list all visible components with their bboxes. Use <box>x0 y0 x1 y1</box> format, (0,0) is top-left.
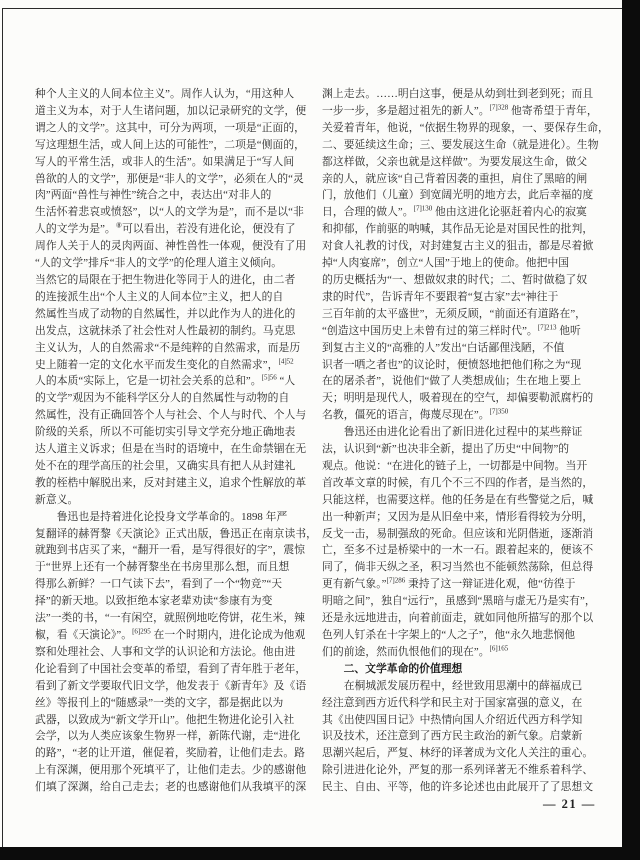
text-line: 只能这样，也需要这样。他的任务是在有些警觉之后，喊 <box>322 493 594 506</box>
text-line: “创造这中国历史上未曾有过的第三样时代”。$^{[7]213}$ 他听 <box>322 323 581 337</box>
text-line: 化论看到了中国社会变革的希望，看到了青年胜于老年， <box>35 662 307 675</box>
text-line: 同了，倘非天纵之圣，积习当然也不能顿然荡除，但总得 <box>322 561 594 574</box>
text-line: 出发点，这就抹杀了社会性对人性最初的制约。马克思 <box>35 324 296 337</box>
scan-border-bottom <box>0 847 640 860</box>
citation-superscript: [7]130 <box>413 204 433 213</box>
text-line: 兽欲的人的文学”，那便是“非人的文学”，必须在人的“灵 <box>35 172 304 185</box>
text-line: 的连接派生出“个人主义的人间本位”主义，把人的自 <box>35 290 284 303</box>
text-line: 的文学”观因为不能科学区分人的自然属性与动物的自 <box>35 392 290 405</box>
text-line: 首改革文章的时候，有几个不三不四的作者，是当然的， <box>322 476 594 489</box>
text-line: 一步一步，多是超过祖先的新人”。$^{[7]328}$ 他寄希望于青年， <box>322 103 598 117</box>
text-line: “人的文学”排斥“非人的文学”的伦理人道主义倾向。 <box>35 257 283 270</box>
text-line: 椒，看《天演论》”。$^{[6]295}$ 在一个时期内，进化论成为他观 <box>35 627 306 641</box>
text-line: 识者一哂之者也”的议论时，便愤怒地把他们称之为“现 <box>322 358 582 371</box>
text-line: 和抑郁，作前驱的呐喊，其作品无论是对国民性的批判， <box>322 223 594 236</box>
text-line: 识及技术，还注意到了西方民主政治的新气象。启蒙新 <box>322 730 583 743</box>
text-line: 于“世界上还有一个赫胥黎坐在书房里那么想，而且想 <box>35 561 290 574</box>
page-number: — 21 — <box>543 797 596 811</box>
text-line: 其《出使四国日记》中热情向国人介绍近代西方科学知 <box>322 713 583 726</box>
text-line: 明暗之间”，独自“远行”，虽感到“黑暗与虚无乃是实有”， <box>322 595 596 608</box>
text-line: 还是永远地进击，向着前面走，就如同他所描写的那个以 <box>322 612 594 625</box>
text-line: 达人道主义诉求；但是在当时的语境中，在生命禁锢在无 <box>35 443 307 456</box>
citation-superscript: [7]213 <box>537 323 557 332</box>
text-line: 择”的新天地。以致拒绝本家老辈劝读“参康有为变 <box>35 595 273 608</box>
text-line: 会学，以为人类应该象生物界一样，新陈代谢，走“进化 <box>35 730 301 743</box>
text-line: 在桐城派发展历程中，经世致用思潮中的薛福成已 <box>322 679 583 692</box>
text-line: 谓之人的文学”。这其中，可分为两项，一项是“正面的， <box>35 121 306 134</box>
citation-superscript: [7]328 <box>489 103 509 112</box>
text-line: 写人的平常生活，或非人的生活”。如果满足于“写人间 <box>35 155 295 168</box>
text-line: 然属性当成了动物的自然属性，并以此作为人的进化的 <box>35 307 296 320</box>
text-line: 观点。他说：“在进化的链子上，一切都是中间物。当开 <box>322 459 588 472</box>
citation-superscript: [6]165 <box>489 644 509 653</box>
text-line: 掉“人肉宴席”，创立“人国”于地上的使命。他把中国 <box>322 257 570 270</box>
text-line: 对食人礼教的讨伐，对封建复古主义的狙击，都是尽着掀 <box>322 240 594 253</box>
text-line: 人的本质“实际上，它是一切社会关系的总和”。$^{[5]56}$ “人 <box>35 373 296 388</box>
text-line: 二、要延续这生命；三、要发展这生命（就是进化）。生物 <box>322 138 599 151</box>
text-line: 天；明明是现代人，吸着现在的空气，却偏要勒派腐朽的 <box>322 392 594 405</box>
text-line: 周作人关于人的灵肉两面、神性兽性一体观，便没有了用 <box>35 240 307 253</box>
text-line: 民主、自由、平等，他的许多论述也由此展开了了思想文 <box>322 781 594 794</box>
text-line: 然属性，没有正确回答个人与社会、个人与时代、个人与 <box>35 409 307 422</box>
text-line: 的路”，“老的让开道，催促着，奖励着，让他们走去。路 <box>35 747 306 760</box>
scan-border-right <box>622 0 640 860</box>
text-line: 更有新气象。”$^{[7]286}$ 秉持了这一辩证进化观，他“彷徨于 <box>322 576 576 591</box>
text-line: 在的屠杀者”，说他们“做了人类想成仙；生在地上要上 <box>322 375 582 388</box>
text-line: 们填了深渊，给自己走去；老的也感谢他们从我填平的深 <box>35 781 307 794</box>
text-line: 关爱着青年，他说，“依据生物界的现象，一、要保存生命， <box>322 121 609 134</box>
text-line: 色列人钉杀在十字架上的“人之子”，他“永久地悲悯他 <box>322 629 576 641</box>
text-line: 复翻译的赫胥黎《天演论》正式出版，鲁迅正在南京读书， <box>35 527 318 540</box>
text-line: 肉”两面“兽性与神性”统合之中，表达出“对非人的 <box>35 189 272 202</box>
left-text-column <box>35 86 318 796</box>
citation-superscript: ⑧ <box>115 221 123 230</box>
scan-border-left <box>2 8 3 848</box>
text-line: 人的文学为是”。⑧可以看出，若没有进化论，便没有了 <box>35 221 296 236</box>
text-line: 到复古主义的“高雅的人”发出“白话鄙俚浅陋，不值 <box>322 341 565 354</box>
text-line: 武器，以致成为“新文学开山”。他把生物进化论引入社 <box>35 713 295 726</box>
text-line: 教的桎梏中解脱出来，反对封建主义，追求个性解放的革 <box>35 476 307 489</box>
text-line: 三百年前的太平盛世”，无须反顾，“前面还有道路在”， <box>322 307 587 320</box>
text-line: 写这理想生活，或人间上达的可能性”，二项是“侧面的， <box>35 138 306 151</box>
text-line: 法，认识到“新”也决非全新，提出了历史“中间物”的 <box>322 443 570 456</box>
text-line: 出一种新声；又因为是从旧垒中来，情形看得较为分明， <box>322 510 594 523</box>
citation-superscript: [5]56 <box>261 373 277 382</box>
citation-superscript: [7]286 <box>386 576 406 585</box>
text-line: 生活怀着悲哀或愤怒”，以“人的文学为是”，而不是以“非 <box>35 206 304 219</box>
text-line: 当然它的局限在于把生物进化等同于人的进化，由二者 <box>35 273 296 286</box>
text-line: 经注意到西方近代科学和民主对于国家富强的意义，在 <box>322 696 583 709</box>
text-line: 就跑到书店买了来，“翻开一看，是写得很好的字”，震惊 <box>35 544 306 557</box>
text-line: 门，放他们（儿童）到宽阔光明的地方去，此后幸福的度 <box>322 189 594 202</box>
scan-border-top <box>2 8 631 9</box>
text-line: 亲的人，就应该“自己背着因袭的重担，肩住了黑暗的闸 <box>322 172 588 185</box>
text-line: 得那么新鲜？一口气读下去”，看到了一个“物竞”“天 <box>35 578 283 591</box>
text-line: 新意义。 <box>35 493 79 506</box>
text-line: 上有深渊，便用那个死填平了，让他们走去。少的感谢他 <box>35 764 307 777</box>
text-line: 阶级的关系，所以不可能切实引导文学充分地正确地表 <box>35 426 296 439</box>
page-content <box>35 86 609 796</box>
text-line: 名教，僵死的语言，侮蔑尽现在”。$^{[7]350}$ <box>322 407 509 422</box>
text-line: 亡，至多不过是桥梁中的一木一石。跟着起来的，便该不 <box>322 544 594 557</box>
text-line: 看到了新文学要取代旧文学，他发表于《新青年》及《语 <box>35 679 307 692</box>
right-column-lower-paragraphs <box>322 678 596 796</box>
text-line: 反戈一击，易制强敌的死命。但应该和光阴偕逝，逐渐消 <box>322 527 594 540</box>
text-line: 史上随着一定的文化水平而发生变化的自然需求”，$^{[4]52}$ <box>35 356 294 371</box>
section-heading: 二、文学革命的价值理想 <box>343 662 463 675</box>
text-line: 道主义为本，对于人生诸问题，加以记录研究的文学，便 <box>35 104 307 117</box>
text-line: 处不在的理学高压的社会里，又确实具有把人从封建礼 <box>35 459 296 472</box>
text-line: 主义认为，人的自然需求“不是纯粹的自然需求，而是历 <box>35 341 301 354</box>
citation-superscript: [4]52 <box>278 356 294 365</box>
right-text-column <box>322 86 609 796</box>
citation-superscript: [7]350 <box>489 407 509 416</box>
text-line: 除引进进化论外，严复的那一系列译著无不维系着科学、 <box>322 764 594 777</box>
text-line: 思潮兴起后，严复、林纾的译著成为文化人关注的重心。 <box>322 747 594 760</box>
text-line: 鲁迅还由进化论看出了新旧进化过程中的某些辩证 <box>322 426 583 439</box>
text-line: 鲁迅也是持着进化论投身文学革命的。1898 年严 <box>35 510 288 523</box>
right-column-upper-paragraphs <box>322 86 609 661</box>
text-line: 种个人主义的人间本位主义”。周作人认为，“用这种人 <box>35 88 295 100</box>
text-line: 都这样做，父亲也就是这样做”。为要发展这生命，做父 <box>322 155 588 168</box>
text-line: 察和处理社会、人事和文学的认识论和方法论。他由进 <box>35 645 296 658</box>
citation-superscript: [6]295 <box>132 627 151 636</box>
text-line: 日，合理的做人”。$^{[7]130}$ 他由这进化论驱赶着内心的寂寞 <box>322 204 587 219</box>
text-line: 渊上走去。……明白这事，便是从幼到壮到老到死；而且 <box>322 88 594 100</box>
text-line: 们的前途，然而仇恨他们的现在”。$^{[6]165}$ <box>322 644 509 658</box>
text-line: 的历史概括为“一、想做奴隶的时代；二、暂时做稳了奴 <box>322 273 588 286</box>
text-line: 丝》等报刊上的“随感录”一类的文字，都是据此以为 <box>35 696 284 709</box>
text-line: 法”一类的书，“一有闲空，就照例地吃侉饼，花生米，辣 <box>35 612 306 625</box>
text-line: 隶的时代”，告诉青年不要跟着“复古家”去“神往于 <box>322 290 559 303</box>
